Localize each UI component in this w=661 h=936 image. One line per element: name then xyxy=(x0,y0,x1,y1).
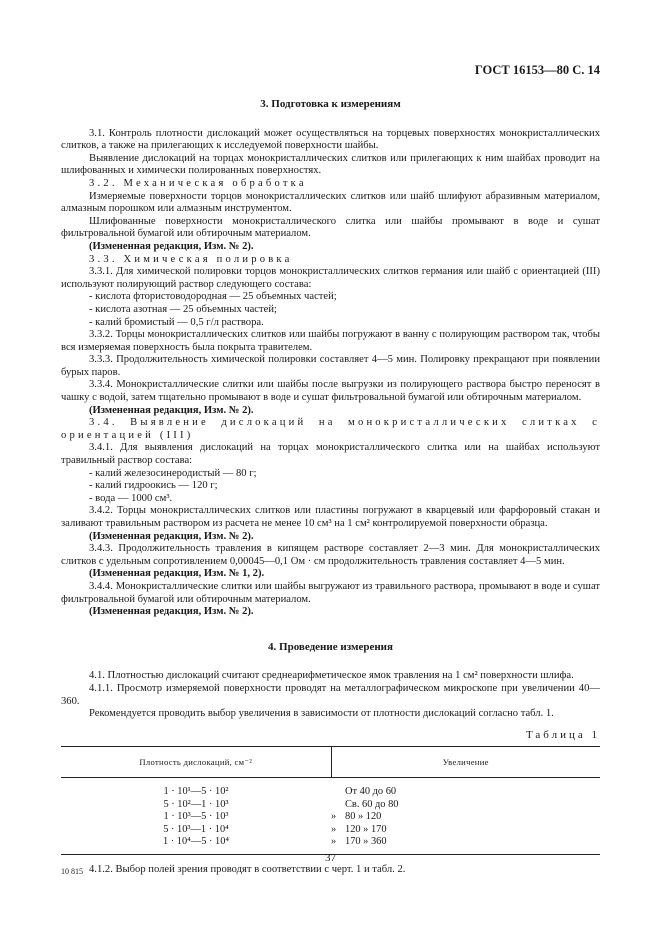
magnification-cell xyxy=(331,824,600,836)
revision-note: (Измененная редакция, Изм. № 2). xyxy=(89,606,254,618)
ditto-mark: » xyxy=(331,811,337,823)
paragraph-3-4-2: 3.4.2. Торцы монокристаллических слитков или пластины погружают в кварцевый или фарфоровый стакан и заливают травильным раствором из расчета не менее 10 см³ на 1 см² контролируемой поверхности образца. xyxy=(61,505,600,529)
paragraph-3-1: 3.1. Контроль плотности дислокаций может осуществляться на торцевых поверхностях монокристаллических слитков, а также на прилегающих к исследуемой поверхности шайбы. xyxy=(61,127,600,152)
paragraph-4-1-1: 4.1.1. Просмотр измеряемой поверхности проводят на металлографическом микроскопе при увеличении 40—360. xyxy=(61,682,600,707)
paragraph-3-3-3: 3.3.3. Продолжительность химической полировки составляет 4—5 мин. Полировку прекращают при появлении бурых паров. xyxy=(61,354,600,378)
paragraph-3-1-detail: Выявление дислокаций на торцах монокристаллических слитков или прилегающих к ним шайбах проводит на шлифованных и химически полированных поверхностях. xyxy=(61,152,600,177)
paragraph-4-1-2: 4.1.2. Выбор полей зрения проводят в соответствии с черт. 1 и табл. 2. xyxy=(89,864,406,876)
page-header: ГОСТ 16153—80 С. 14 xyxy=(474,63,600,77)
table-row xyxy=(61,811,600,823)
density-cell: 5 · 10³—1 · 10⁴ xyxy=(163,823,229,835)
density-cell: 5 · 10²—1 · 10³ xyxy=(163,798,229,810)
paragraph-3-2: Измеряемые поверхности торцов монокристаллических слитков или шайб шлифуют абразивным материалом, алмазным порошком или алмазным инструментом. xyxy=(61,190,600,215)
page-number: 37 xyxy=(325,852,336,864)
density-cell: 1 · 10³—5 · 10³ xyxy=(163,811,229,823)
magnification-value: 120 » 170 xyxy=(345,823,387,835)
print-code: 10 815 xyxy=(61,867,83,876)
paragraph-3-4-4: 3.4.4. Монокристаллические слитки или шайбы выгружают из травильного раствора, промывают в воде и сушат фильтровальной бумагой или обтирочным материалом. xyxy=(61,580,600,605)
magnification-cell xyxy=(331,799,600,811)
subsection-3-3-title: 3.3. Химическая полировка xyxy=(89,253,293,265)
density-cell: 1 · 10¹—5 · 10² xyxy=(163,786,229,798)
revision-note: (Измененная редакция, Изм. № 2). xyxy=(89,240,254,252)
paragraph-3-3-2: 3.3.2. Торцы монокристаллических слитков или шайбы погружают в ванну с полирующим раствором так, чтобы вся измеряемая поверхность была покрыта травителем. xyxy=(61,329,600,353)
list-item: - кислота азотная — 25 объемных частей; xyxy=(89,303,277,315)
magnification-value: 80 » 120 xyxy=(345,811,382,823)
table-row xyxy=(61,824,600,836)
revision-note: (Измененная редакция, Изм. № 2). xyxy=(89,404,254,416)
document-body xyxy=(61,98,600,877)
list-item: - кислота фтористоводородная — 25 объемных частей; xyxy=(89,291,337,303)
table-row xyxy=(61,799,600,811)
density-cell: 1 · 10⁴—5 · 10⁴ xyxy=(61,836,331,855)
paragraph-3-4-3: 3.4.3. Продолжительность травления в кипящем растворе составляет 2—3 мин. Для монокристаллических слитков с удельным сопротивлением 0,00045—0,1 Ом · см продолжительность травления составляет 4—5 мин. xyxy=(61,543,600,567)
table-caption: Таблица 1 xyxy=(525,728,600,741)
subsection-3-4-title: 3.4. Выявление дислокаций на монокристаллических слитках с ориентацией (III) xyxy=(61,417,600,441)
magnification-cell xyxy=(331,811,600,823)
magnification-value: Св. 60 до 80 xyxy=(345,798,399,810)
section-4-title: 4. Проведение измерения xyxy=(268,640,393,653)
table-row xyxy=(61,778,600,799)
revision-note: (Измененная редакция, Изм. № 1, 2). xyxy=(89,568,265,580)
magnification-value: От 40 до 60 xyxy=(345,786,397,798)
paragraph-3-3-1: 3.3.1. Для химической полировки торцов монокристаллических слитков германия или шайб с ориентацией (III) используют полирующий раствор следующего состава: xyxy=(61,266,600,290)
subsection-3-2-title: 3.2. Механическая обработка xyxy=(89,177,307,189)
paragraph-4-1: 4.1. Плотностью дислокаций считают среднеарифметическое ямок травления на 1 см² поверхности шлифа. xyxy=(89,670,574,682)
list-item: - калий железосинеродистый — 80 г; xyxy=(89,467,257,479)
list-item: - калий гидроокись — 120 г; xyxy=(89,480,218,492)
magnification-value: 170 » 360 xyxy=(345,835,387,847)
table-header-density: Плотность дислокаций, см⁻² xyxy=(61,747,331,778)
list-item: - калий бромистый — 0,5 г/л раствора. xyxy=(89,316,264,328)
magnification-cell xyxy=(331,778,600,799)
list-item: - вода — 1000 см³. xyxy=(89,492,173,504)
revision-note: (Измененная редакция, Изм. № 2). xyxy=(89,530,254,542)
paragraph-3-2-wash: Шлифованные поверхности монокристаллического слитка или шайбы промывают в воде и сушат фильтровальной бумагой или обтирочным материалом. xyxy=(61,215,600,240)
paragraph-4-1-1-recommendation: Рекомендуется проводить выбор увеличения в зависимости от плотности дислокаций согласно табл. 1. xyxy=(89,708,554,720)
ditto-mark: » xyxy=(331,835,337,847)
magnification-table xyxy=(61,746,600,855)
ditto-mark: » xyxy=(331,823,337,835)
section-3-title: 3. Подготовка к измерениям xyxy=(260,98,401,110)
paragraph-3-4-1: 3.4.1. Для выявления дислокаций на торцах монокристаллического слитка или на шайбах используют травильный раствор состава: xyxy=(61,442,600,467)
table-header-magnification: Увеличение xyxy=(331,747,600,778)
paragraph-3-3-4: 3.3.4. Монокристаллические слитки или шайбы после выгрузки из полирующего раствора быстро переносят в чашку с водой, затем тщательно промывают в воде и сушат фильтровальной бумагой или обтирочным материалом. xyxy=(61,379,600,404)
